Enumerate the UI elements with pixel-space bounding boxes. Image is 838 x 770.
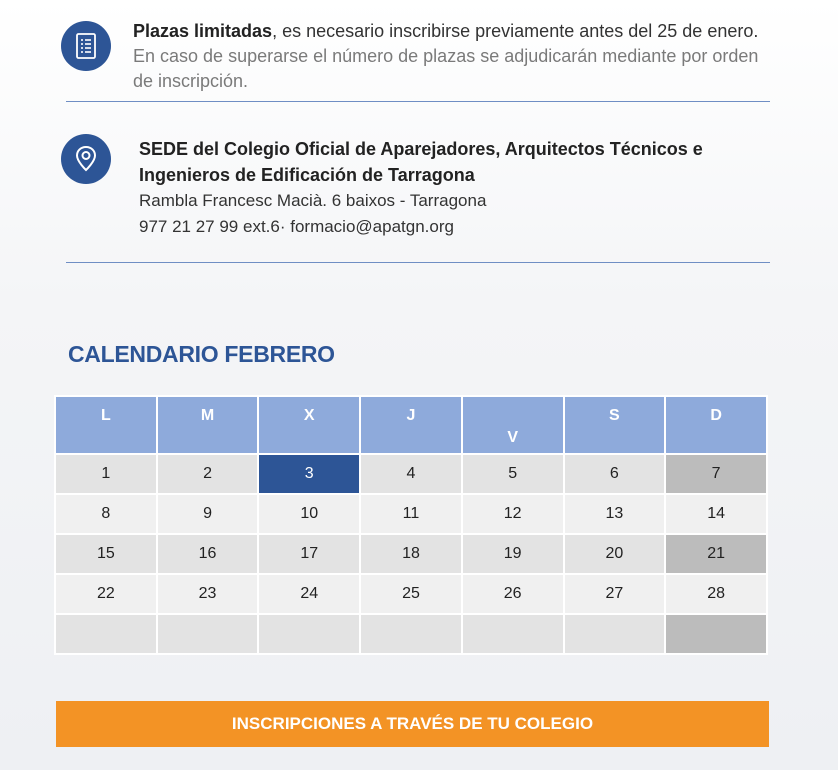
calendar-day: 22 [56,575,156,613]
calendar-day: 12 [463,495,563,533]
plazas-bold: Plazas limitadas [133,21,273,41]
divider-top [66,101,770,102]
day-header: L [56,397,156,453]
day-header: V [463,397,563,453]
document-list-icon [61,21,111,71]
sede-info [139,136,779,240]
calendar-week [56,495,766,533]
calendar-day: 25 [361,575,461,613]
sede-address: Rambla Francesc Macià. 6 baixos - Tarragona [139,191,487,210]
calendar-day: 2 [158,455,258,493]
plazas-muted: En caso de superarse el número de plazas se adjudicarán mediante por orden de inscripción. [133,46,759,91]
plazas-text: , es necesario inscribirse previamente antes del 25 de enero. [272,21,759,41]
calendar-day: 13 [565,495,665,533]
calendar-day: 26 [463,575,563,613]
calendar-day: 20 [565,535,665,573]
calendar-week [56,575,766,613]
calendar-day-empty [565,615,665,653]
calendar-title: CALENDARIO FEBRERO [68,341,335,367]
calendar-day: 10 [259,495,359,533]
calendar-day: 16 [158,535,258,573]
day-header: X [259,397,359,453]
calendar-day-sunday: 7 [666,455,766,493]
day-header: J [361,397,461,453]
calendar-table [54,395,768,655]
calendar-day-empty [463,615,563,653]
calendar-day: 18 [361,535,461,573]
divider-bottom [66,262,770,263]
day-header: S [565,397,665,453]
calendar-day-empty [158,615,258,653]
calendar-day: 5 [463,455,563,493]
inscripciones-button[interactable]: INSCRIPCIONES A TRAVÉS DE TU COLEGIO [56,701,769,747]
calendar-day-highlighted: 3 [259,455,359,493]
calendar-day-sunday: 21 [666,535,766,573]
calendar-day-empty [259,615,359,653]
calendar-day: 17 [259,535,359,573]
calendar-day-sunday: 28 [666,575,766,613]
calendar-day: 1 [56,455,156,493]
calendar-day: 15 [56,535,156,573]
sede-title: SEDE del Colegio Oficial de Aparejadores, Arquitectos Técnicos e Ingenieros de Edificación de Tarragona [139,139,703,185]
calendar-header-row [56,397,766,453]
calendar-day: 8 [56,495,156,533]
calendar-week [56,455,766,493]
calendar-day-empty [361,615,461,653]
location-pin-icon [61,134,111,184]
calendar-day-empty [666,615,766,653]
calendar-day: 6 [565,455,665,493]
calendar-day-empty [56,615,156,653]
day-header: M [158,397,258,453]
day-header: D [666,397,766,453]
calendar-day: 11 [361,495,461,533]
calendar-day-sunday: 14 [666,495,766,533]
plazas-info [133,19,773,94]
calendar-day: 23 [158,575,258,613]
calendar-week [56,615,766,653]
calendar-day: 9 [158,495,258,533]
calendar-day: 4 [361,455,461,493]
calendar-week [56,535,766,573]
calendar-day: 24 [259,575,359,613]
sede-contact: 977 21 27 99 ext.6· formacio@apatgn.org [139,217,454,236]
calendar-day: 19 [463,535,563,573]
calendar-day: 27 [565,575,665,613]
